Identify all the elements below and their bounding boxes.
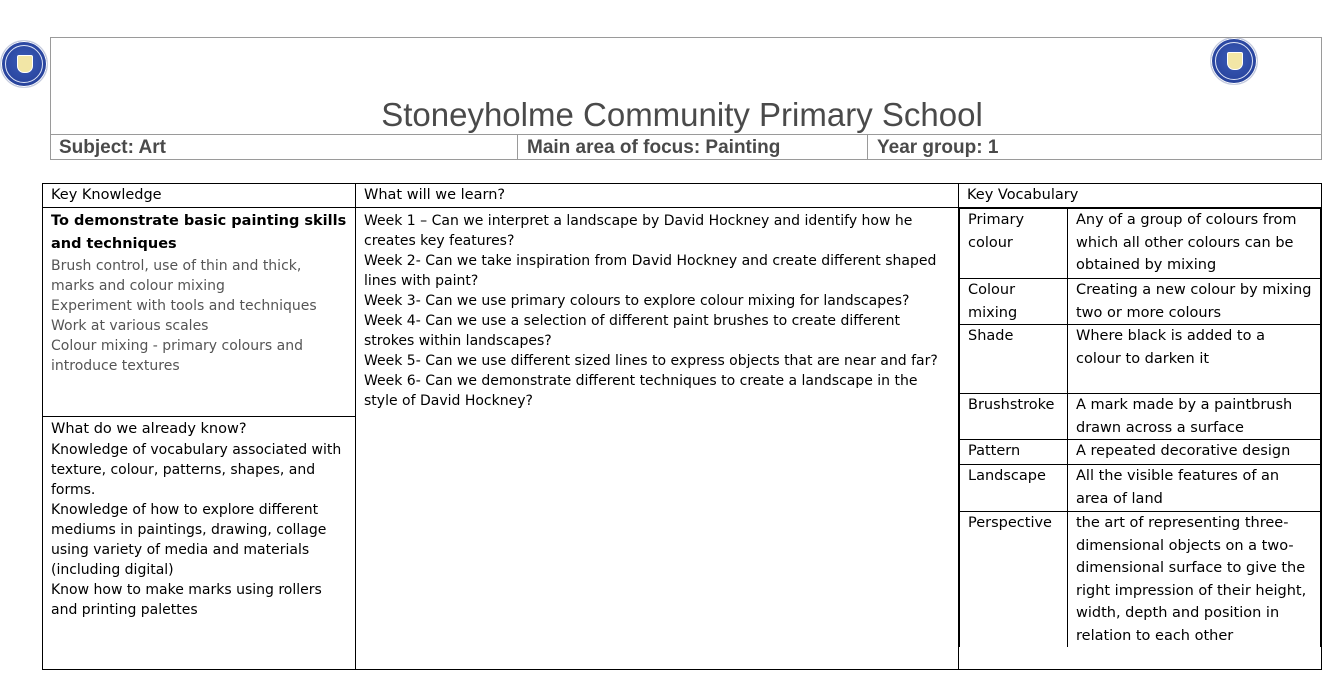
vocab-definition: the art of representing three-dimensional objects on a two-dimensional surface to give the right impression of their height, width, depth and position in relation to each other bbox=[1068, 512, 1321, 648]
plan-table bbox=[42, 183, 1322, 670]
vocab-definition: A repeated decorative design bbox=[1068, 440, 1321, 465]
vocab-definition: A mark made by a paintbrush drawn across a surface bbox=[1068, 394, 1321, 440]
week-item: Week 1 – Can we interpret a landscape by David Hockney and identify how he creates key features? bbox=[364, 213, 913, 249]
vocab-definition: Any of a group of colours from which all other colours can be obtained by mixing bbox=[1068, 209, 1321, 279]
school-logo-left bbox=[0, 40, 48, 88]
already-know-heading: What do we already know? bbox=[51, 421, 247, 437]
week-item: Week 5- Can we use different sized lines to express objects that are near and far? bbox=[364, 353, 938, 369]
week-item: Week 4- Can we use a selection of different paint brushes to create different strokes within landscapes? bbox=[364, 313, 900, 349]
key-knowledge-cell bbox=[43, 208, 356, 417]
subject-row bbox=[50, 134, 1322, 160]
knowledge-point: Work at various scales bbox=[51, 318, 209, 334]
vocab-term: Perspective bbox=[960, 512, 1068, 648]
year-group-cell: Year group: 1 bbox=[877, 137, 999, 158]
key-knowledge-heading: Key Knowledge bbox=[43, 184, 356, 208]
knowledge-point: Brush control, use of thin and thick, marks and colour mixing bbox=[51, 258, 302, 294]
vocab-term: Pattern bbox=[960, 440, 1068, 465]
knowledge-point: Experiment with tools and techniques bbox=[51, 298, 317, 314]
week-item: Week 6- Can we demonstrate different techniques to create a landscape in the style of David Hockney? bbox=[364, 373, 918, 409]
focus-cell: Main area of focus: Painting bbox=[518, 135, 868, 160]
vocab-term: Primary colour bbox=[960, 209, 1068, 279]
learn-heading: What will we learn? bbox=[356, 184, 959, 208]
key-knowledge-title: To demonstrate basic painting skills and techniques bbox=[51, 213, 347, 252]
vocab-term: Shade bbox=[960, 325, 1068, 394]
vocab-term: Landscape bbox=[960, 465, 1068, 512]
week-item: Week 3- Can we use primary colours to explore colour mixing for landscapes? bbox=[364, 293, 910, 309]
vocabulary-table bbox=[959, 208, 1321, 647]
learn-cell bbox=[356, 208, 959, 670]
vocab-definition: All the visible features of an area of land bbox=[1068, 465, 1321, 512]
school-title: Stoneyholme Community Primary School bbox=[381, 96, 983, 133]
vocab-term: Brushstroke bbox=[960, 394, 1068, 440]
already-know-point: Knowledge of how to explore different mediums in paintings, drawing, collage using variety of media and materials (including digital) bbox=[51, 502, 327, 578]
subject-cell: Subject: Art bbox=[50, 135, 518, 160]
vocabulary-cell bbox=[959, 208, 1322, 670]
already-know-cell bbox=[43, 417, 356, 670]
logo-crest-icon bbox=[17, 55, 33, 73]
vocab-term: Colour mixing bbox=[960, 279, 1068, 325]
vocabulary-heading: Key Vocabulary bbox=[959, 184, 1322, 208]
already-know-point: Knowledge of vocabulary associated with texture, colour, patterns, shapes, and forms. bbox=[51, 442, 342, 498]
already-know-point: Know how to make marks using rollers and printing palettes bbox=[51, 582, 322, 618]
vocab-definition: Creating a new colour by mixing two or more colours bbox=[1068, 279, 1321, 325]
week-item: Week 2- Can we take inspiration from David Hockney and create different shaped lines with paint? bbox=[364, 253, 937, 289]
vocab-definition: Where black is added to a colour to darken it bbox=[1068, 325, 1321, 394]
knowledge-point: Colour mixing - primary colours and introduce textures bbox=[51, 338, 303, 374]
